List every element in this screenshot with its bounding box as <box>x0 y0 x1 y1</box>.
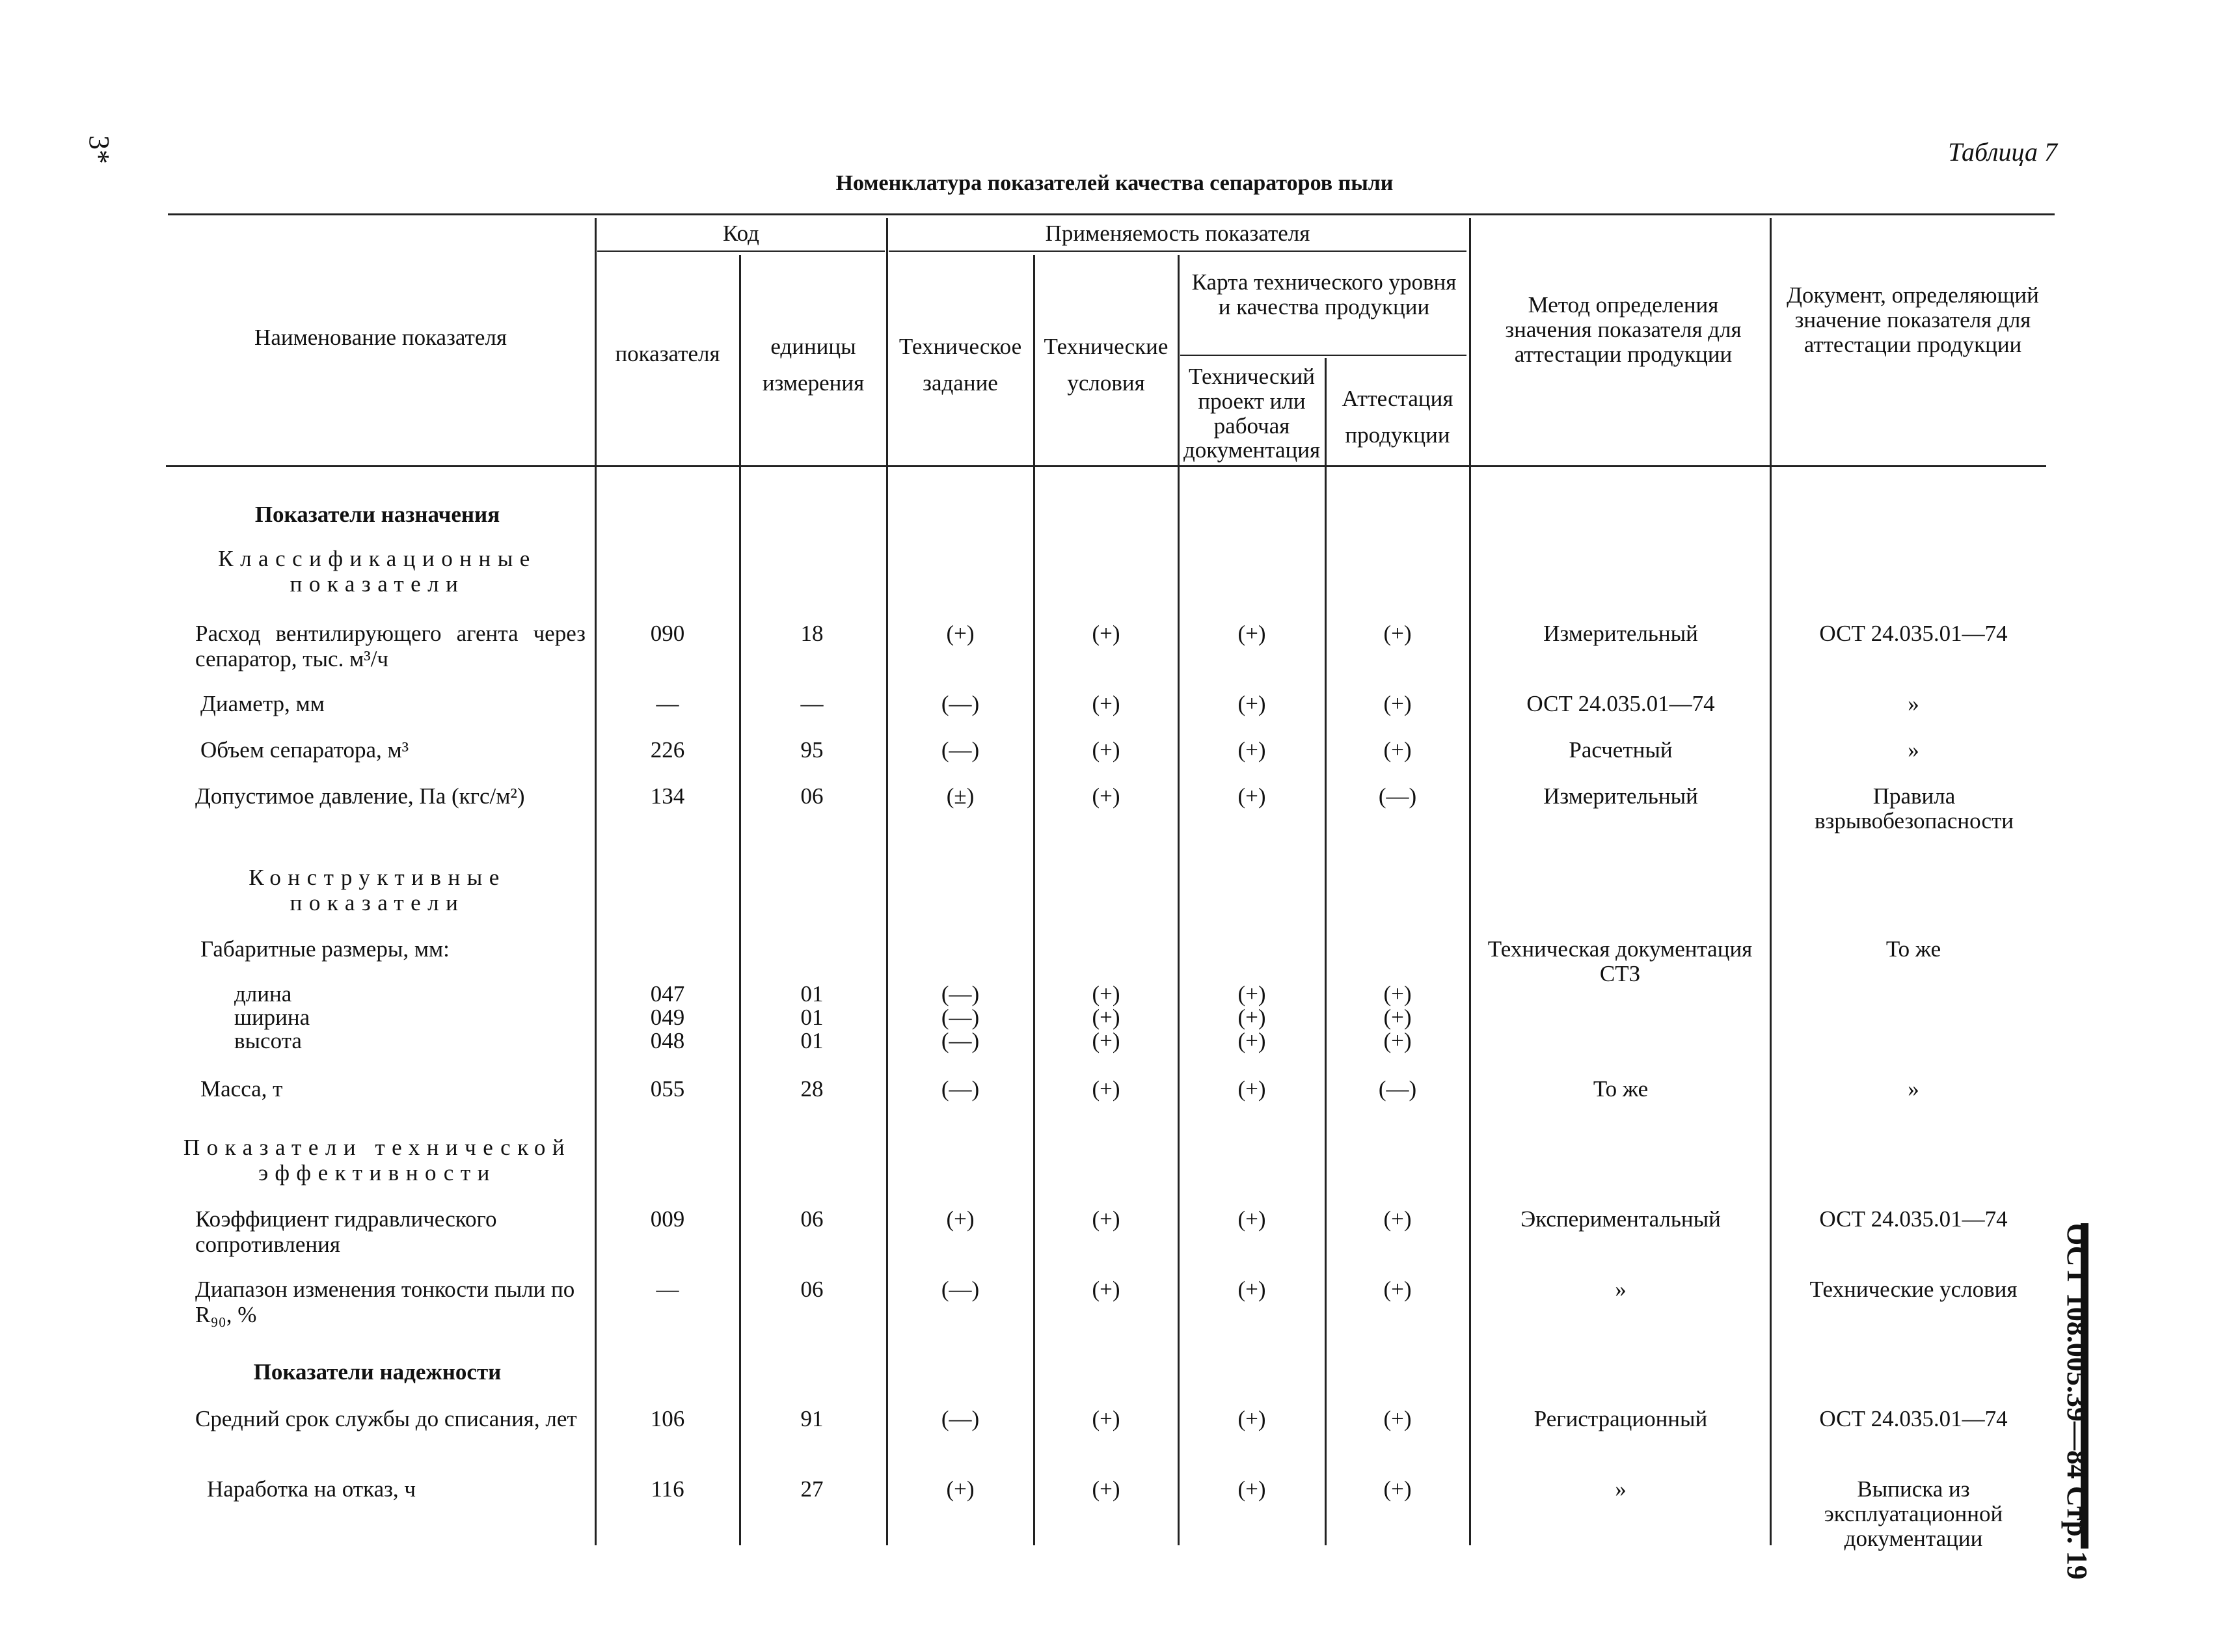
row-tech-project: (+) <box>1237 1028 1266 1053</box>
row-tech-task: (+) <box>946 1476 975 1502</box>
row-tech-task: (—) <box>941 1005 980 1030</box>
row-attestation: (+) <box>1383 981 1412 1007</box>
row-unit: 01 <box>800 1028 824 1053</box>
row-tech-task: (±) <box>946 783 975 809</box>
row-unit: 91 <box>800 1406 824 1431</box>
row-name: Расход вентилирующего агента через сепаратор, тыс. м³/ч <box>195 621 586 671</box>
header-tech-project: Технический проект или рабочая документация <box>1183 364 1321 463</box>
row-method: Измерительный <box>1543 783 1698 809</box>
row-name: Наработка на отказ, ч <box>207 1476 416 1502</box>
row-method: Измерительный <box>1543 621 1698 646</box>
row-unit: 06 <box>800 783 824 809</box>
vline-5 <box>1178 255 1180 1545</box>
row-code: — <box>656 691 679 716</box>
row-unit: 01 <box>800 981 824 1007</box>
row-attestation: (+) <box>1383 1005 1412 1030</box>
row-name: Коэффициент гидравлического сопротивления <box>195 1206 497 1257</box>
row-tech-project: (+) <box>1237 621 1266 646</box>
row-method: » <box>1615 1277 1627 1302</box>
side-note: ОСТ 108.005.39—84 Стр. 19 <box>2061 1223 2093 1580</box>
header-code-indicator: показателя <box>615 341 720 366</box>
row-code: 055 <box>650 1076 685 1102</box>
row-method: ОСТ 24.035.01—74 <box>1526 691 1715 716</box>
row-name: ширина <box>234 1005 310 1030</box>
header-method: Метод определения значения показателя для аттестации продукции <box>1505 292 1742 367</box>
row-attestation: (+) <box>1383 1277 1412 1302</box>
row-document: » <box>1908 1076 1919 1102</box>
header-tech-task: Техническое задание <box>898 334 1022 396</box>
section-constructive: Конструктивные показатели <box>249 865 506 915</box>
row-tech-task: (—) <box>941 691 980 716</box>
row-code: 047 <box>650 981 685 1007</box>
vline-1 <box>595 218 597 1545</box>
row-document: ОСТ 24.035.01—74 <box>1819 1406 2008 1431</box>
row-tech-conditions: (+) <box>1092 1277 1120 1302</box>
row-attestation: (+) <box>1383 1028 1412 1053</box>
row-tech-project: (+) <box>1237 783 1266 809</box>
row-name: Объем сепаратора, м³ <box>200 737 409 763</box>
row-attestation: (+) <box>1383 1406 1412 1431</box>
row-attestation: (+) <box>1383 621 1412 646</box>
row-tech-project: (+) <box>1237 737 1266 763</box>
row-tech-conditions: (+) <box>1092 1476 1120 1502</box>
row-document: Выписка из эксплуатационной документации <box>1824 1476 2003 1551</box>
row-tech-project: (+) <box>1237 1005 1266 1030</box>
row-name: Диаметр, мм <box>200 691 325 716</box>
row-unit: — <box>800 691 824 716</box>
row-tech-conditions: (+) <box>1092 1028 1120 1053</box>
header-attestation: Аттестация продукции <box>1342 386 1453 448</box>
row-tech-conditions: (+) <box>1092 1076 1120 1102</box>
row-document: Правила взрывобезопасности <box>1814 783 2014 833</box>
row-tech-conditions: (+) <box>1092 691 1120 716</box>
row-tech-conditions: (+) <box>1092 1005 1120 1030</box>
header-name: Наименование показателя <box>254 325 507 350</box>
row-name: Средний срок службы до списания, лет <box>195 1406 577 1431</box>
row-tech-project: (+) <box>1237 1277 1266 1302</box>
row-code: 134 <box>650 783 685 809</box>
row-attestation: (+) <box>1383 691 1412 716</box>
row-tech-conditions: (+) <box>1092 981 1120 1007</box>
top-rule <box>168 213 2055 215</box>
row-tech-task: (—) <box>941 1028 980 1053</box>
row-code: 106 <box>650 1406 685 1431</box>
row-code: 048 <box>650 1028 685 1053</box>
row-unit: 06 <box>800 1206 824 1232</box>
row-method: Регистрационный <box>1533 1406 1708 1431</box>
row-name: длина <box>234 981 292 1007</box>
row-unit: 18 <box>800 621 824 646</box>
table-number: Таблица 7 <box>1948 137 2057 167</box>
header-document: Документ, определяющий значение показателя для аттестации продукции <box>1787 282 2039 357</box>
row-tech-conditions: (+) <box>1092 783 1120 809</box>
row-tech-project: (+) <box>1237 1076 1266 1102</box>
card-subrule <box>1180 355 1466 356</box>
header-tech-conditions: Технические условия <box>1044 334 1169 396</box>
row-attestation: (+) <box>1383 737 1412 763</box>
row-document: ОСТ 24.035.01—74 <box>1819 621 2008 646</box>
row-tech-task: (—) <box>941 737 980 763</box>
row-tech-project: (+) <box>1237 981 1266 1007</box>
page-mark: 3* <box>83 135 115 164</box>
header-bottom-rule <box>166 465 2046 467</box>
header-code: Код <box>723 221 759 246</box>
vline-4 <box>1033 255 1035 1545</box>
row-tech-conditions: (+) <box>1092 1206 1120 1232</box>
row-document: » <box>1908 737 1919 763</box>
row-attestation: (+) <box>1383 1206 1412 1232</box>
row-code: 226 <box>650 737 685 763</box>
row-tech-project: (+) <box>1237 1406 1266 1431</box>
row-name: Масса, т <box>200 1076 283 1102</box>
row-method: Экспериментальный <box>1520 1206 1721 1232</box>
row-name: высота <box>234 1028 302 1053</box>
row-unit: 06 <box>800 1277 824 1302</box>
row-document: Технические условия <box>1809 1277 2018 1302</box>
row-document: ОСТ 24.035.01—74 <box>1819 1206 2008 1232</box>
row-tech-project: (+) <box>1237 1206 1266 1232</box>
vline-7 <box>1469 218 1471 1545</box>
section-efficiency: Показатели технической эффективности <box>183 1135 572 1185</box>
row-attestation: (—) <box>1378 1076 1417 1102</box>
header-applicability: Применяемость показателя <box>1045 221 1310 246</box>
row-tech-task: (—) <box>941 1406 980 1431</box>
row-name: Габаритные размеры, мм: <box>200 936 450 962</box>
row-tech-task: (+) <box>946 1206 975 1232</box>
row-tech-task: (—) <box>941 1277 980 1302</box>
applicability-subrule <box>889 251 1466 252</box>
vline-2 <box>739 255 741 1545</box>
code-subrule <box>597 251 885 252</box>
row-code: 009 <box>650 1206 685 1232</box>
row-tech-task: (—) <box>941 1076 980 1102</box>
row-attestation: (+) <box>1383 1476 1412 1502</box>
row-unit: 28 <box>800 1076 824 1102</box>
row-tech-task: (+) <box>946 621 975 646</box>
table-title: Номенклатура показателей качества сепараторов пыли <box>835 171 1394 195</box>
row-code: — <box>656 1277 679 1302</box>
section-purpose: Показатели назначения <box>254 502 500 527</box>
vline-8 <box>1770 218 1772 1545</box>
row-method: Техническая документация СТЗ <box>1487 936 1753 986</box>
row-unit: 27 <box>800 1476 824 1502</box>
row-document: То же <box>1885 936 1941 962</box>
row-attestation: (—) <box>1378 783 1417 809</box>
vline-6 <box>1325 358 1327 1545</box>
row-unit: 95 <box>800 737 824 763</box>
row-tech-task: (—) <box>941 981 980 1007</box>
row-code: 090 <box>650 621 685 646</box>
row-document: » <box>1908 691 1919 716</box>
row-code: 049 <box>650 1005 685 1030</box>
row-code: 116 <box>651 1476 684 1502</box>
row-tech-project: (+) <box>1237 691 1266 716</box>
row-name: Допустимое давление, Па (кгс/м²) <box>195 783 525 809</box>
row-tech-project: (+) <box>1237 1476 1266 1502</box>
header-quality-card: Карта технического уровня и качества продукции <box>1191 269 1457 319</box>
row-method: То же <box>1593 1076 1649 1102</box>
section-classification: Классификационные показатели <box>218 546 537 597</box>
row-name: Диапазон изменения тонкости пыли по R₉₀, % <box>195 1277 575 1327</box>
row-unit: 01 <box>800 1005 824 1030</box>
section-reliability: Показатели надежности <box>253 1359 502 1385</box>
vline-3 <box>886 218 888 1545</box>
row-method: » <box>1615 1476 1627 1502</box>
row-method: Расчетный <box>1569 737 1673 763</box>
row-tech-conditions: (+) <box>1092 621 1120 646</box>
row-tech-conditions: (+) <box>1092 1406 1120 1431</box>
header-code-unit: единицы измерения <box>762 334 865 396</box>
row-tech-conditions: (+) <box>1092 737 1120 763</box>
